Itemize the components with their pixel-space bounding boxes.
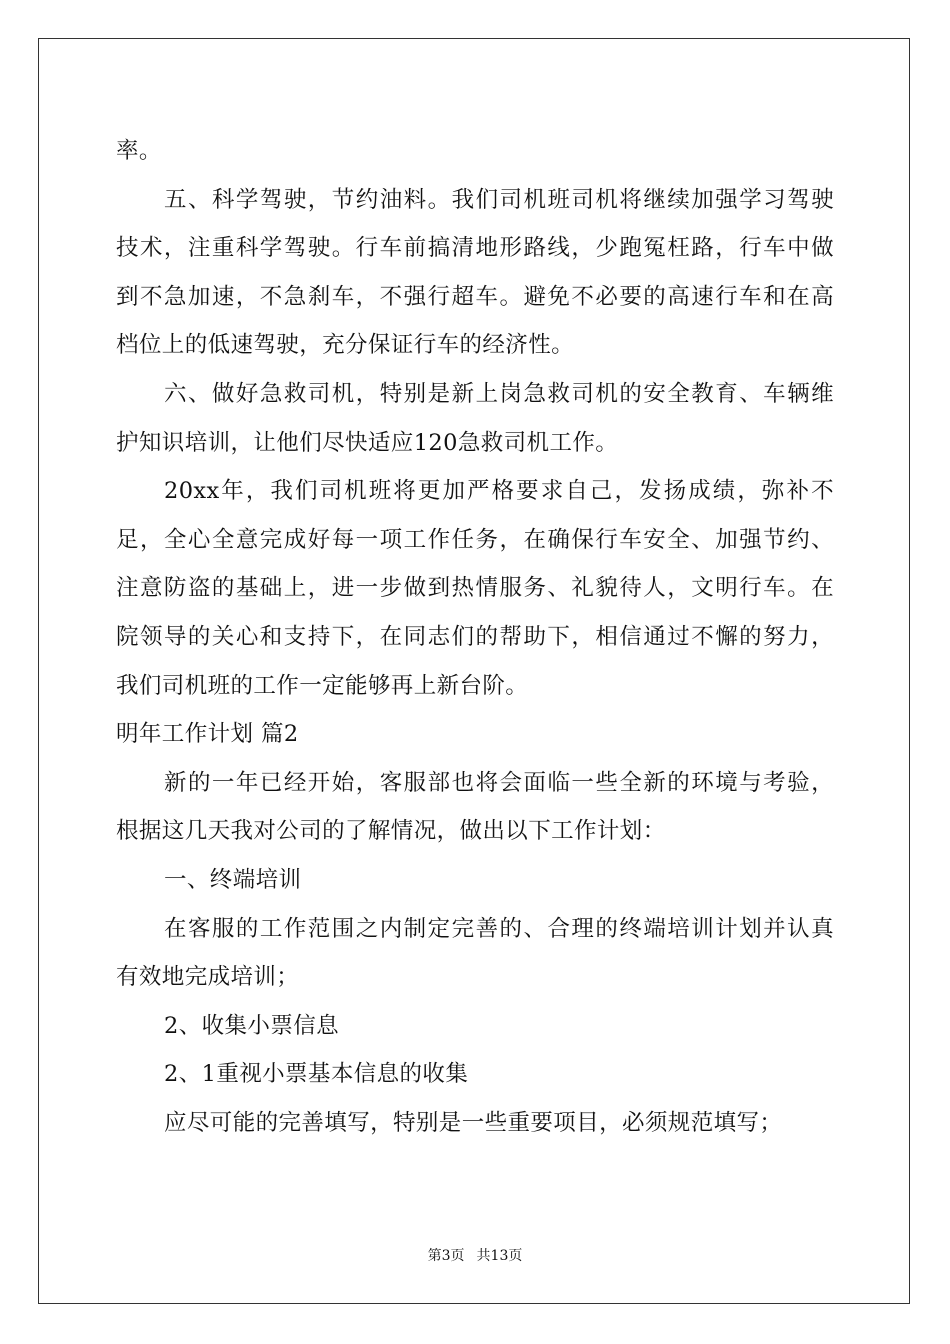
paragraph-line: 护知识培训，让他们尽快适应120急救司机工作。 [116, 429, 619, 456]
paragraph-line: 六、做好急救司机，特别是新上岗急救司机的安全教育、车辆维 [164, 380, 834, 407]
paragraph-line: 应尽可能的完善填写，特别是一些重要项目，必须规范填写； [164, 1109, 783, 1136]
paragraph-line: 五、科学驾驶，节约油料。我们司机班司机将继续加强学习驾驶 [164, 186, 834, 213]
subheading-line: 2、1重视小票基本信息的收集 [164, 1061, 469, 1088]
paragraph-line: 新的一年已经开始，客服部也将会面临一些全新的环境与考验， [164, 769, 834, 796]
page-footer [0, 1245, 950, 1265]
page-total: 共13页 [476, 1248, 523, 1264]
paragraph-line: 注意防盗的基础上，进一步做到热情服务、礼貌待人，文明行车。在 [116, 575, 834, 602]
section-heading: 明年工作计划 篇2 [116, 721, 299, 748]
page-number: 第3页 [427, 1248, 465, 1264]
subheading-line: 一、终端培训 [164, 866, 302, 893]
paragraph-line: 在客服的工作范围之内制定完善的、合理的终端培训计划并认真 [164, 915, 834, 942]
paragraph-line: 技术，注重科学驾驶。行车前搞清地形路线，少跑冤枉路，行车中做 [116, 235, 834, 262]
subheading-line: 2、收集小票信息 [164, 1012, 340, 1039]
paragraph-line: 到不急加速，不急刹车，不强行超车。避免不必要的高速行车和在高 [116, 283, 834, 310]
paragraph-line: 档位上的低速驾驶，充分保证行车的经济性。 [116, 332, 575, 359]
document-body [116, 127, 834, 1147]
paragraph-line: 有效地完成培训； [116, 964, 300, 991]
paragraph-line: 院领导的关心和支持下，在同志们的帮助下，相信通过不懈的努力， [116, 623, 834, 650]
paragraph-line: 足，全心全意完成好每一项工作任务，在确保行车安全、加强节约、 [116, 526, 834, 553]
paragraph-line: 我们司机班的工作一定能够再上新台阶。 [116, 672, 529, 699]
paragraph-line: 率。 [116, 138, 162, 164]
paragraph-line: 20xx年，我们司机班将更加严格要求自己，发扬成绩，弥补不 [164, 478, 834, 505]
paragraph-line: 根据这几天我对公司的了解情况，做出以下工作计划： [116, 818, 666, 845]
